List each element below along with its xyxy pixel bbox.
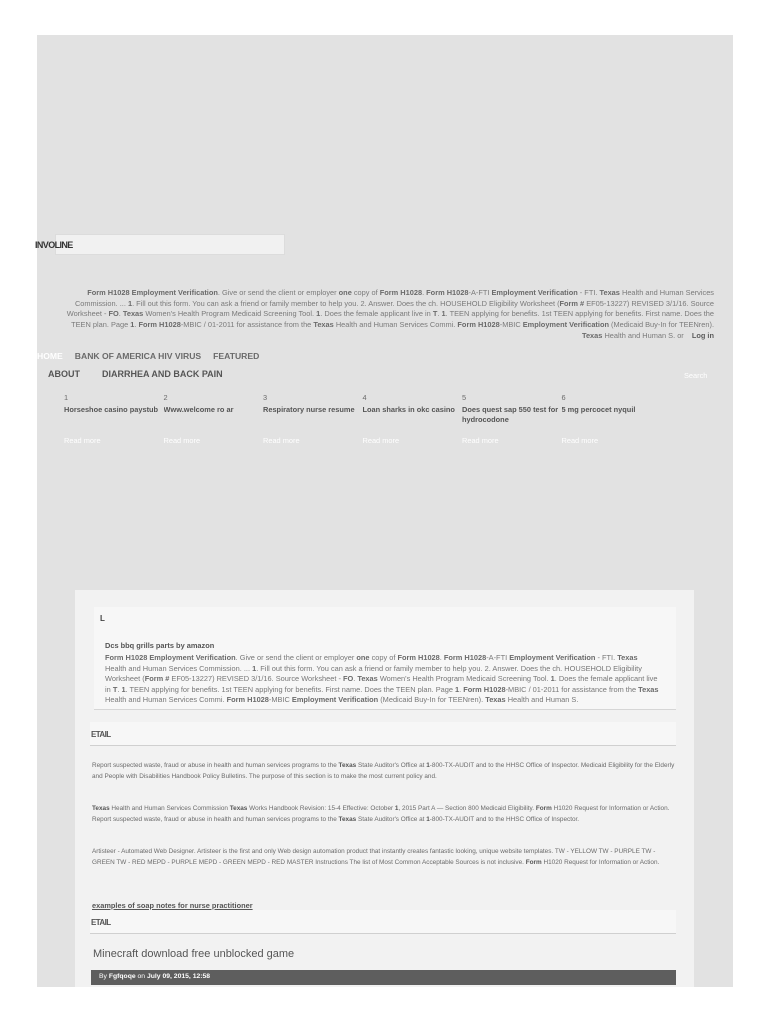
post-card — [164, 393, 264, 445]
post-title[interactable]: 5 mg percocet nyquil — [561, 405, 636, 414]
post-byline — [91, 970, 676, 985]
article-title[interactable]: Dcs bbq grills parts by amazon — [105, 641, 215, 650]
post-number: 4 — [362, 393, 367, 402]
main-nav — [37, 351, 259, 361]
nav-item-about[interactable]: ABOUT — [48, 369, 80, 379]
read-more-link[interactable]: Read more — [163, 436, 201, 445]
article-marker: L — [100, 614, 105, 623]
detail-header — [90, 910, 676, 934]
detail-label: ETAIL — [91, 730, 111, 739]
nav-item-bank-of-america-hiv-virus[interactable]: BANK OF AMERICA HIV VIRUS — [74, 351, 202, 361]
search-link[interactable]: Search — [684, 371, 708, 380]
detail-label: ETAIL — [91, 918, 111, 927]
nav-item-diarrhea-and-back-pain[interactable]: DIARRHEA AND BACK PAIN — [102, 369, 223, 379]
read-more-link[interactable]: Read more — [362, 436, 400, 445]
post-card — [363, 393, 463, 445]
nav-item-featured[interactable]: FEATURED — [213, 351, 260, 361]
read-more-link[interactable]: Read more — [263, 436, 300, 445]
intro-text — [50, 288, 714, 342]
post-card — [462, 393, 562, 445]
paragraph: Report suspected waste, fraud or abuse in health and human services programs to the Texas State Auditor's Office at 1-800-TX-AUDIT and to the HHSC Office of Inspector. Medicaid Eligibility for the Elderly and People with Disabilities Handbook Policy Bulletins. The purpose of this section is to make the most current policy and. — [92, 762, 675, 780]
post-card — [263, 393, 363, 445]
byline-author[interactable]: Fgfqoqe — [108, 973, 136, 980]
article-body: Form H1028 Employment Verification. Give or send the client or employer one copy of Form H1028. Form H1028-A-FTI Employment Verification - FTI. Texas Health and Human Services Commission. ... 1. Fill out this form. You can ask a friend or family member to help you. 2. Answer. Does the ch. HOUSEHOLD Eligibility Worksheet (Form # EF05-13227) REVISED 3/1/16. Source Worksheet - FO. Texas Women's Health Program Medicaid Screening Tool. 1. Does the female applicant live in T. 1. TEEN applying for benefits. 1st TEEN applying for benefits. First name. Does the TEEN plan. Page 1. Form H1028-MBIC / 01-2011 for assistance from the Texas Health and Human Services Commi. Form H1028-MBIC Employment Verification (Medicaid Buy-In for TEENren). Texas Health and Human S. — [105, 653, 659, 705]
byline-by: By — [99, 973, 107, 980]
read-more-link[interactable]: Read more — [64, 436, 101, 445]
login-link[interactable]: Log in — [691, 330, 714, 340]
read-more-link[interactable]: Read more — [561, 436, 599, 445]
post-number: 5 — [462, 393, 467, 402]
secondary-nav — [48, 369, 223, 379]
post-number: 3 — [263, 393, 268, 402]
post-number: 2 — [163, 393, 168, 402]
detail-header — [90, 722, 676, 746]
post-title[interactable]: Www.welcome ro ar — [163, 405, 234, 414]
related-article-link[interactable]: examples of soap notes for nurse practitioner — [92, 901, 253, 910]
or-label: or — [677, 330, 684, 340]
byline-date: July 09, 2015, 12:58 — [146, 973, 211, 980]
paragraph: Artisteer - Automated Web Designer. Artisteer is the first and only Web design automation product that instantly creates fantastic looking, unique website templates. TW - YELLOW TW - PURPLE TW - GREEN TW - RED MEPD - PURPLE MEPD - GREEN MEPD - RED MASTER Instructions The list of Most Common Acceptable Sources is not inclusive. Form H1020 Request for Information or Action. — [92, 848, 660, 866]
post-number: 1 — [64, 393, 69, 402]
post-card — [562, 393, 662, 445]
featured-posts — [64, 393, 661, 445]
site-logo[interactable]: INVOLINE — [35, 240, 73, 250]
paragraph: Texas Health and Human Services Commission Texas Works Handbook Revision: 15-4 Effective: October 1, 2015 Part A — Section 800 Medicaid Eligibility. Form H1020 Request for Information or Action. Report suspected waste, fraud or abuse in health and human services programs to the Texas State Auditor's Office at 1-800-TX-AUDIT and to the HHSC Office of Inspector. — [92, 805, 670, 823]
post-title[interactable]: Respiratory nurse resume — [263, 405, 355, 414]
post-title[interactable]: Does quest sap 550 test for hydrocodone — [462, 405, 559, 424]
intro-paragraph: Form H1028 Employment Verification. Give or send the client or employer one copy of Form H1028. Form H1028-A-FTI Employment Verification - FTI. Texas Health and Human Services Commission. ... 1. Fill out this form. You can ask a friend or family member to help you. 2. Answer. Does the ch. HOUSEHOLD Eligibility Worksheet (Form # EF05-13227) REVISED 3/1/16. Source Worksheet - FO. Texas Women's Health Program Medicaid Screening Tool. 1. Does the female applicant live in T. 1. TEEN applying for benefits. 1st TEEN applying for benefits. First name. Does the TEEN plan. Page 1. Form H1028-MBIC / 01-2011 for assistance from the Texas Health and Human Services Commi. Form H1028-MBIC Employment Verification (Medicaid Buy-In for TEENren). Texas Health and Human S. — [66, 288, 714, 340]
post-title[interactable]: Loan sharks in okc casino — [362, 405, 455, 414]
post-card — [64, 393, 164, 445]
nav-item-home[interactable]: HOME — [37, 351, 63, 361]
post-heading[interactable]: Minecraft download free unblocked game — [93, 948, 295, 960]
post-title[interactable]: Horseshoe casino paystub — [64, 405, 159, 414]
read-more-link[interactable]: Read more — [462, 436, 499, 445]
byline-on: on — [137, 973, 146, 980]
post-number: 6 — [561, 393, 566, 402]
header-banner — [55, 234, 285, 255]
